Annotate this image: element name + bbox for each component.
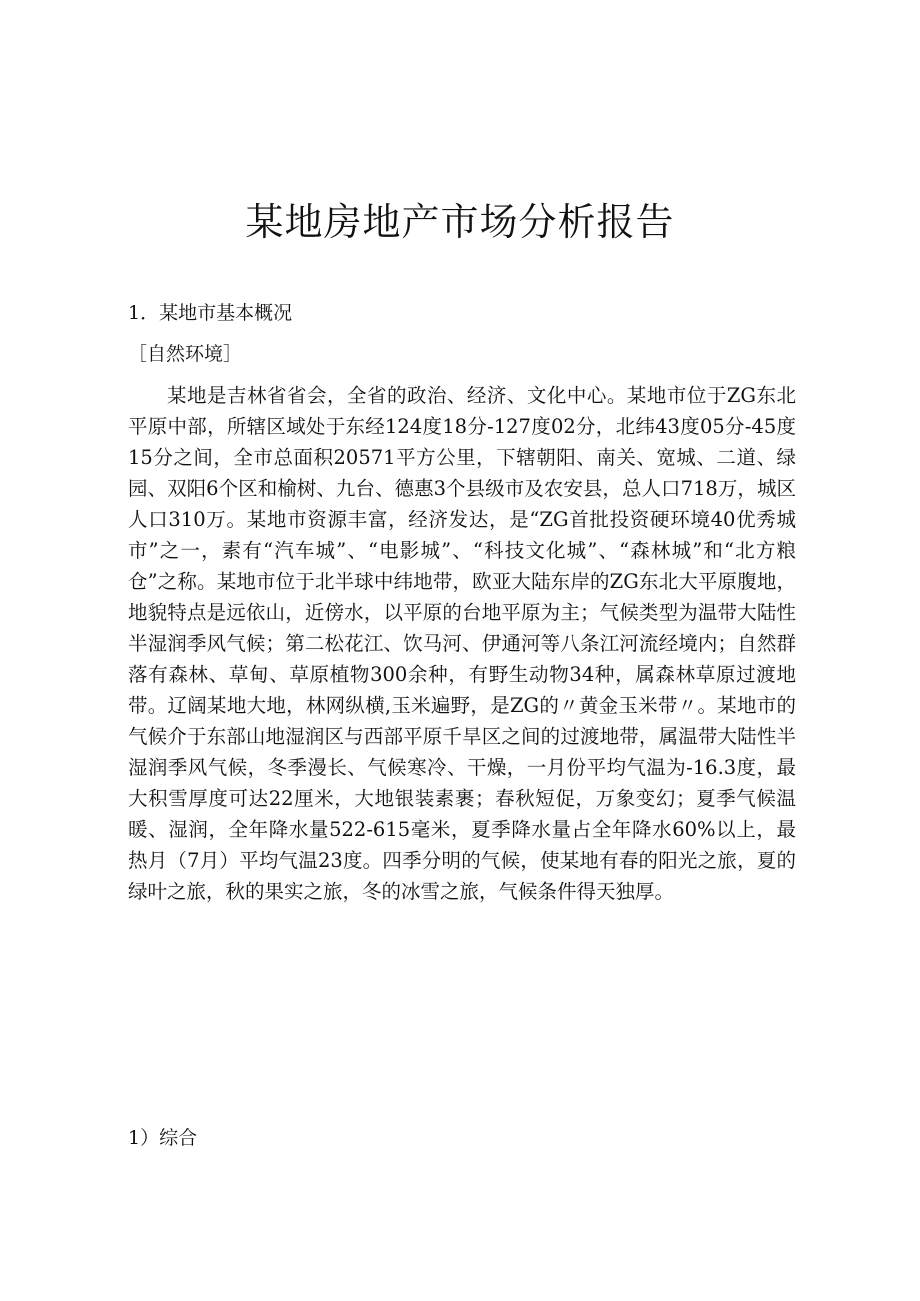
- subsection-heading: ［自然环境］: [128, 343, 243, 365]
- next-section-heading: 1）综合: [128, 1127, 198, 1149]
- section-heading: 1．某地市基本概况: [128, 302, 293, 324]
- body-paragraph: 某地是吉林省省会，全省的政治、经济、文化中心。某地市位于ZG东北平原中部，所辖区域处于东经124度18分-127度02分，北纬43度05分-45度15分之间，全市总面积20571平方公里，下辖朝阳、南关、宽城、二道、绿园、双阳6个区和榆树、九台、德惠3个县级市及农安县，总人口718万，城区人口310万。某地市资源丰富，经济发达，是“ZG首批投资硬环境40优秀城市”之一，素有“汽车城”、“电影城”、“科技文化城”、“森林城”和“北方粮仓”之称。某地市位于北半球中纬地带，欧亚大陆东岸的ZG东北大平原腹地，地貌特点是远依山，近傍水，以平原的台地平原为主；气候类型为温带大陆性半湿润季风气候；第二松花江、饮马河、伊通河等八条江河流经境内；自然群落有森林、草甸、草原植物300余种，有野生动物34种，属森林草原过渡地带。辽阔某地大地，林网纵横,玉米遍野，是ZG的〃黄金玉米带〃。某地市的气候介于东部山地湿润区与西部平原千旱区之间的过渡地带，属温带大陆性半湿润季风气候，冬季漫长、气候寒冷、干燥，一月份平均气温为-16.3度，最大积雪厚度可达22厘米，大地银装素裹；春秋短促，万象变幻；夏季气候温暖、湿润，全年降水量522-615毫米，夏季降水量占全年降水60%以上，最热月（7月）平均气温23度。四季分明的气候，使某地有春的阳光之旅，夏的绿叶之旅，秋的果实之旅，冬的冰雪之旅，气候条件得天独厚。: [128, 384, 796, 903]
- document-title: 某地房地产市场分析报告: [245, 200, 675, 244]
